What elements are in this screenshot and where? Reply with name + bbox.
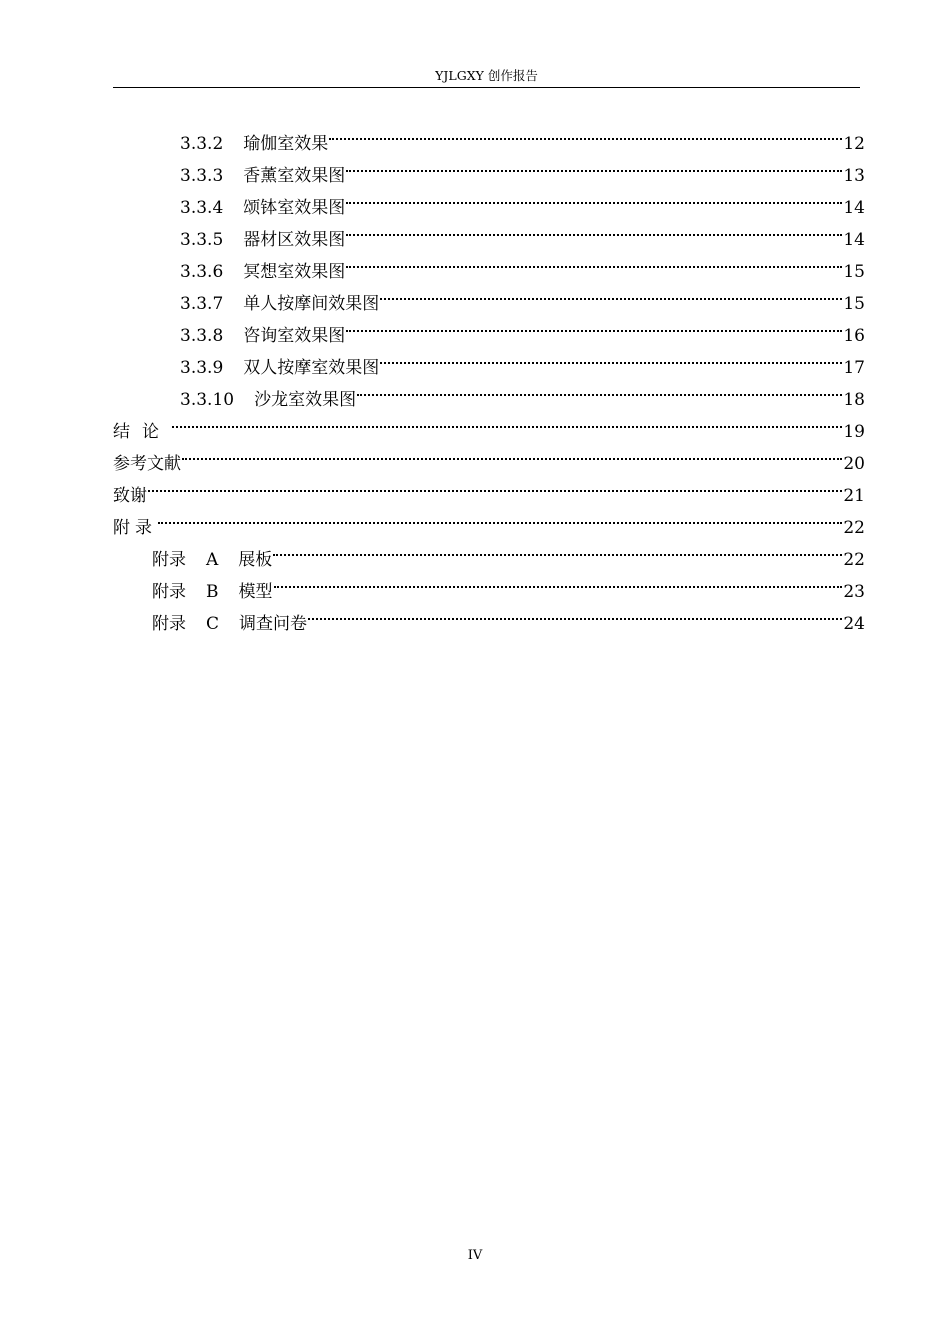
toc-entry-title: 调查问卷 (239, 614, 308, 634)
toc-appendix-label: 附录 (152, 614, 186, 634)
toc-entry-page: 17 (843, 358, 865, 378)
toc-entry-page: 16 (843, 326, 865, 346)
toc-dot-leader (380, 277, 842, 309)
toc-entry-number: 3.3.8 (180, 326, 224, 346)
toc-dot-leader (158, 501, 842, 533)
toc-entry-appendix[interactable] (113, 501, 865, 538)
toc-entry-title: 冥想室效果图 (243, 262, 346, 282)
toc-entry-references[interactable] (113, 437, 865, 474)
toc-entry-page: 21 (843, 486, 865, 506)
toc-entry-page: 15 (843, 262, 865, 282)
toc-entry-number: 3.3.6 (180, 262, 224, 282)
page-number: IV (467, 1248, 483, 1263)
page-header: YJLGXY 创作报告 (113, 66, 860, 88)
toc-entry-3-3-9[interactable] (113, 341, 865, 378)
toc-entry-number: 3.3.7 (180, 294, 224, 314)
toc-entry-title: 附录 (113, 518, 157, 538)
toc-entry-acknowledgements[interactable] (113, 469, 865, 506)
toc-dot-leader (329, 117, 842, 149)
toc-dot-leader (182, 437, 842, 469)
toc-entry-appendix-c[interactable] (113, 597, 865, 634)
toc-entry-title: 咨询室效果图 (243, 326, 346, 346)
toc-entry-page: 15 (843, 294, 865, 314)
toc-entry-title: 沙龙室效果图 (254, 390, 357, 410)
toc-dot-leader (346, 309, 842, 341)
toc-dot-leader (346, 213, 842, 245)
toc-entry-title: 单人按摩间效果图 (243, 294, 380, 314)
toc-appendix-label: 附录 (152, 582, 186, 602)
toc-entry-conclusion[interactable] (113, 405, 865, 442)
toc-entry-title: 器材区效果图 (243, 230, 346, 250)
toc-entry-number: 3.3.4 (180, 198, 224, 218)
toc-entry-3-3-2[interactable] (113, 117, 865, 154)
toc-entry-appendix-b[interactable] (113, 565, 865, 602)
toc-entry-number: 3.3.9 (180, 358, 224, 378)
toc-entry-page: 13 (843, 166, 865, 186)
toc-entry-title: 颂钵室效果图 (243, 198, 346, 218)
toc-entry-number: 3.3.5 (180, 230, 224, 250)
toc-entry-3-3-10[interactable] (113, 373, 865, 410)
toc-appendix-letter: A (206, 550, 219, 570)
toc-dot-leader (380, 341, 842, 373)
toc-entry-title: 结论 (113, 422, 171, 442)
toc-entry-page: 20 (843, 454, 865, 474)
toc-entry-title: 致谢 (113, 486, 147, 506)
toc-entry-title: 模型 (238, 582, 273, 602)
table-of-contents (113, 117, 865, 634)
toc-entry-title: 瑜伽室效果 (243, 134, 329, 154)
toc-entry-3-3-6[interactable] (113, 245, 865, 282)
toc-entry-3-3-8[interactable] (113, 309, 865, 346)
toc-entry-3-3-7[interactable] (113, 277, 865, 314)
toc-entry-page: 22 (843, 550, 865, 570)
toc-entry-title: 双人按摩室效果图 (243, 358, 380, 378)
toc-dot-leader (274, 565, 843, 597)
toc-dot-leader (308, 597, 842, 629)
toc-entry-3-3-5[interactable] (113, 213, 865, 250)
toc-entry-title: 香薰室效果图 (243, 166, 346, 186)
toc-entry-page: 19 (843, 422, 865, 442)
toc-entry-number: 3.3.3 (180, 166, 224, 186)
toc-dot-leader (357, 373, 842, 405)
toc-entry-3-3-3[interactable] (113, 149, 865, 186)
toc-appendix-letter: B (206, 582, 219, 602)
toc-entry-page: 23 (843, 582, 865, 602)
toc-dot-leader (346, 245, 842, 277)
toc-entry-number: 3.3.2 (180, 134, 224, 154)
toc-dot-leader (148, 469, 842, 501)
toc-appendix-letter: C (206, 614, 220, 634)
toc-dot-leader (346, 181, 842, 213)
toc-entry-page: 14 (843, 230, 865, 250)
toc-entry-title: 展板 (238, 550, 273, 570)
toc-entry-title: 参考文献 (113, 454, 181, 474)
toc-entry-number: 3.3.10 (180, 390, 235, 410)
toc-entry-page: 24 (843, 614, 865, 634)
toc-appendix-label: 附录 (152, 550, 186, 570)
toc-entry-3-3-4[interactable] (113, 181, 865, 218)
toc-entry-page: 22 (843, 518, 865, 538)
toc-dot-leader (172, 405, 842, 437)
toc-dot-leader (346, 149, 842, 181)
toc-entry-page: 18 (843, 390, 865, 410)
toc-dot-leader (273, 533, 842, 565)
toc-entry-appendix-a[interactable] (113, 533, 865, 570)
toc-entry-page: 12 (843, 134, 865, 154)
toc-entry-page: 14 (843, 198, 865, 218)
